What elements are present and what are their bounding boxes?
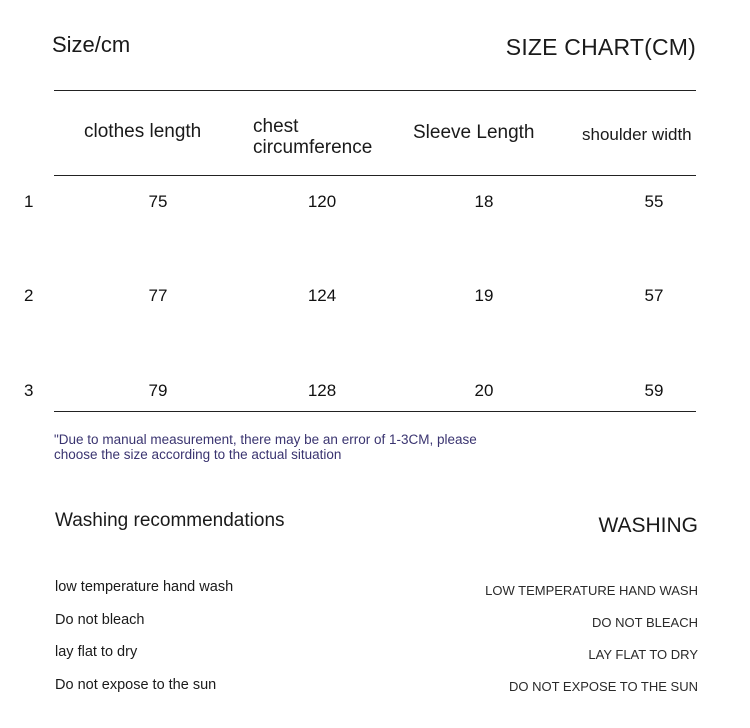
size-unit-label: Size/cm <box>52 32 131 57</box>
table-cell: 120 <box>307 192 337 211</box>
washing-item: Do not bleach <box>55 612 145 628</box>
table-cell: 128 <box>307 381 337 400</box>
measurement-note <box>54 432 574 462</box>
table-cell: 75 <box>148 192 168 211</box>
table-top-rule <box>54 90 696 91</box>
washing-item-en: LAY FLAT TO DRY <box>588 647 698 662</box>
column-header-chest-line2: circumference <box>253 137 373 158</box>
column-header-shoulder-width: shoulder width <box>582 125 692 144</box>
washing-item-en: DO NOT BLEACH <box>592 615 698 630</box>
table-header-rule <box>54 175 696 176</box>
table-cell: 18 <box>474 192 494 211</box>
measurement-note-line1: "Due to manual measurement, there may be an error of 1-3CM, please <box>54 432 477 447</box>
row-size-label: 2 <box>24 286 34 305</box>
table-cell: 77 <box>148 286 168 305</box>
table-cell: 59 <box>644 381 664 400</box>
column-header-clothes-length: clothes length <box>84 121 202 142</box>
washing-item: lay flat to dry <box>55 644 138 660</box>
column-header-chest-line1: chest <box>253 116 299 137</box>
washing-item-en: DO NOT EXPOSE TO THE SUN <box>508 679 698 694</box>
washing-item: Do not expose to the sun <box>55 677 217 693</box>
table-cell: 57 <box>644 286 664 305</box>
table-cell: 124 <box>307 286 337 305</box>
table-cell: 20 <box>474 381 494 400</box>
washing-title-en: WASHING <box>598 514 698 537</box>
row-size-label: 3 <box>24 381 34 400</box>
table-bottom-rule <box>54 411 696 412</box>
washing-item: low temperature hand wash <box>55 579 234 595</box>
washing-item-en: LOW TEMPERATURE HAND WASH <box>485 583 698 598</box>
table-cell: 79 <box>148 381 168 400</box>
measurement-note-line2: choose the size according to the actual situation <box>54 447 342 462</box>
column-header-sleeve-length: Sleeve Length <box>413 122 535 143</box>
row-size-label: 1 <box>24 192 34 211</box>
table-cell: 19 <box>474 286 494 305</box>
size-chart-title: SIZE CHART(CM) <box>505 34 696 60</box>
washing-title: Washing recommendations <box>55 510 285 531</box>
table-cell: 55 <box>644 192 664 211</box>
column-header-chest-circumference <box>253 116 372 158</box>
